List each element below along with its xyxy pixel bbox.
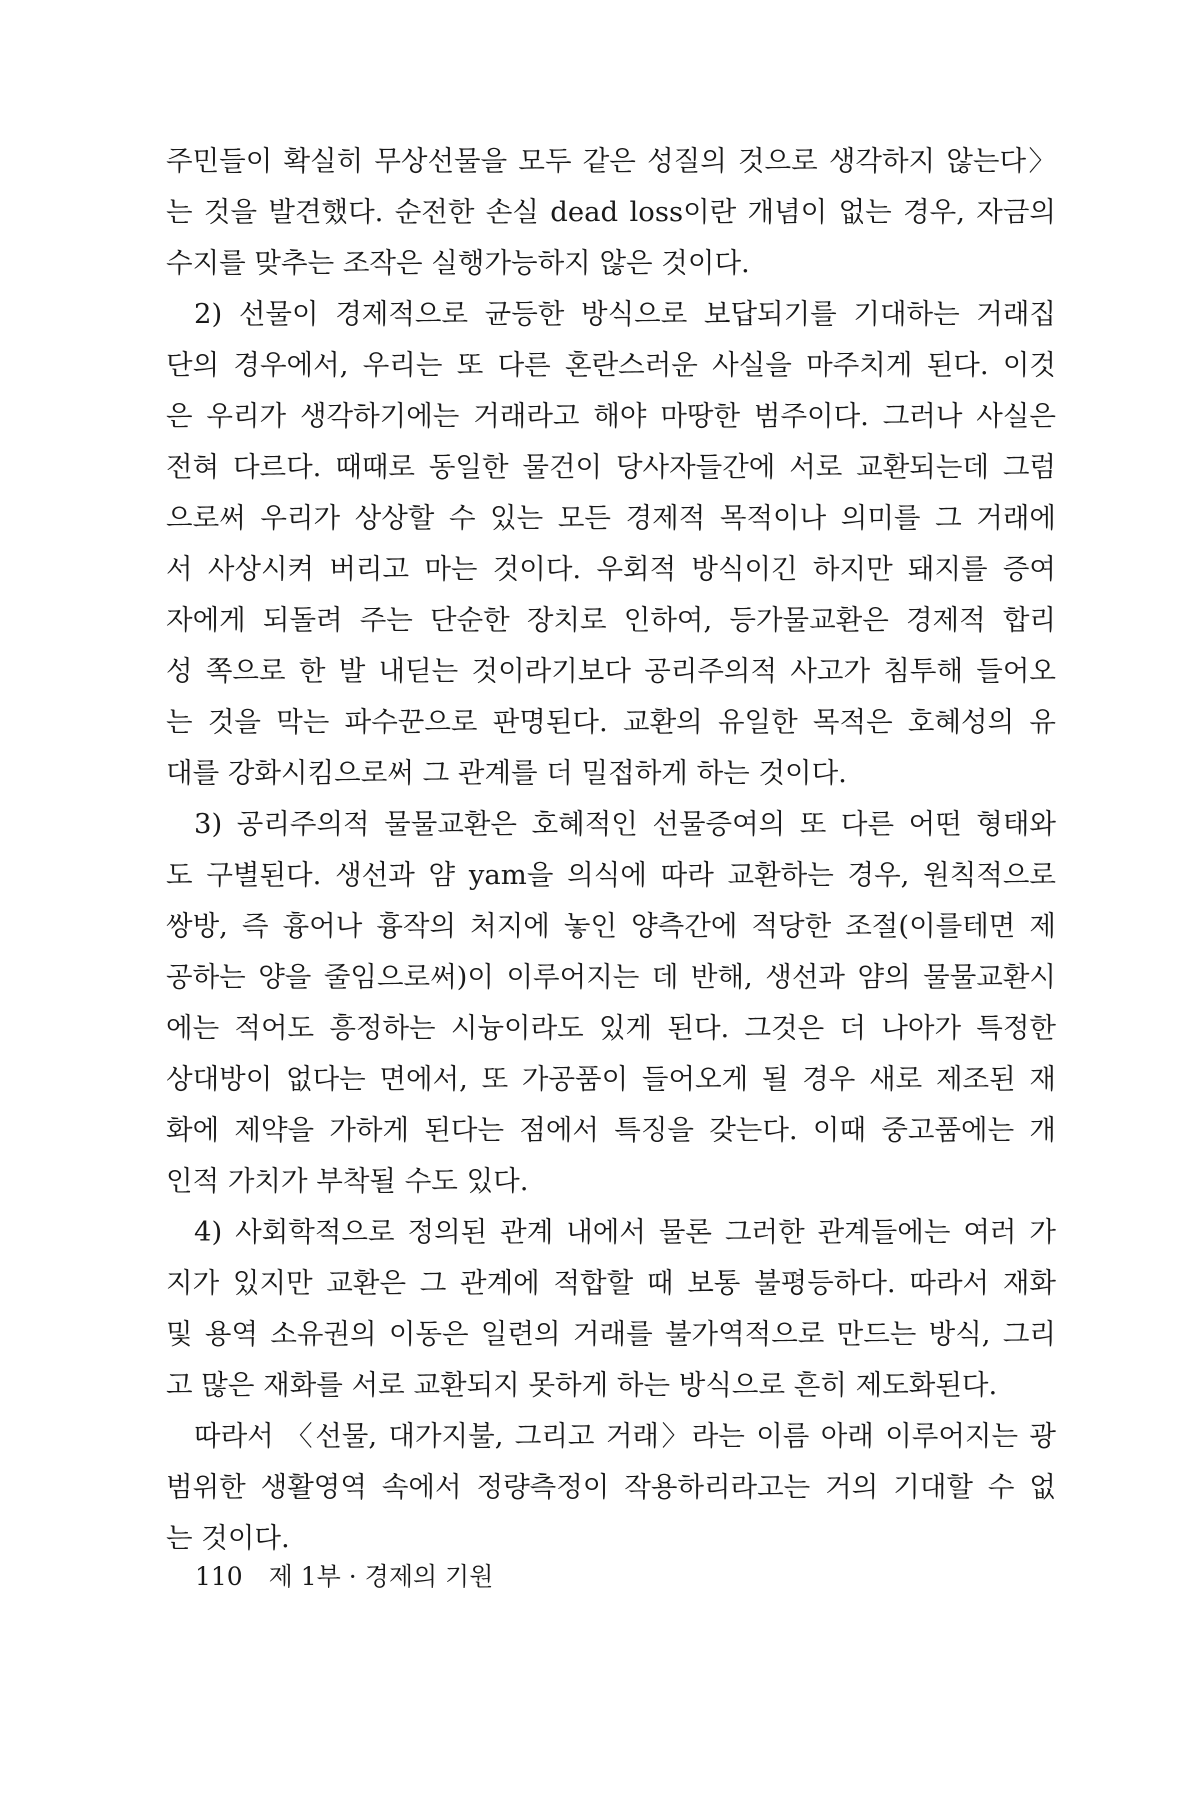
text-line: 수지를 맞추는 조작은 실행가능하지 않은 것이다.: [166, 247, 750, 279]
page-footer: [195, 1562, 493, 1592]
text-line: 대를 강화시킴으로써 그 관계를 더 밀접하게 하는 것이다.: [166, 757, 847, 789]
text-line: 에는 적어도 흥정하는 시늉이라도 있게 된다. 그것은 더 나아가 특정한: [166, 1012, 1056, 1044]
text-line: 은 우리가 생각하기에는 거래라고 해야 마땅한 범주이다. 그러나 사실은: [166, 400, 1056, 432]
text-line: 으로써 우리가 상상할 수 있는 모든 경제적 목적이나 의미를 그 거래에: [166, 502, 1056, 534]
paragraph-5-start: 따라서 〈선물, 대가지불, 그리고 거래〉라는 이름 아래 이루어지는 광: [194, 1420, 1056, 1452]
text-line: 화에 제약을 가하게 된다는 점에서 특징을 갖는다. 이때 중고품에는 개: [166, 1114, 1056, 1146]
text-line: 성 쪽으로 한 발 내딛는 것이라기보다 공리주의적 사고가 침투해 들어오: [166, 655, 1056, 687]
text-line: 쌍방, 즉 흉어나 흉작의 처지에 놓인 양측간에 적당한 조절(이를테면 제: [166, 910, 1056, 942]
text-line: 는 것이다.: [166, 1522, 290, 1554]
text-line: 상대방이 없다는 면에서, 또 가공품이 들어오게 될 경우 새로 제조된 재: [166, 1063, 1056, 1095]
text-line: 자에게 되돌려 주는 단순한 장치로 인하여, 등가물교환은 경제적 합리: [166, 604, 1056, 636]
page-number: 110: [195, 1562, 243, 1591]
text-line: 주민들이 확실히 무상선물을 모두 같은 성질의 것으로 생각하지 않는다〉: [166, 145, 1056, 177]
text-line: 는 것을 발견했다. 순전한 손실 dead loss이란 개념이 없는 경우, 자금의: [166, 196, 1056, 228]
text-line: 도 구별된다. 생선과 얌 yam을 의식에 따라 교환하는 경우, 원칙적으로: [166, 859, 1056, 891]
text-line: 는 것을 막는 파수꾼으로 판명된다. 교환의 유일한 목적은 호혜성의 유: [166, 706, 1056, 738]
text-line: 단의 경우에서, 우리는 또 다른 혼란스러운 사실을 마주치게 된다. 이것: [166, 349, 1056, 381]
paragraph-2-start: 2) 선물이 경제적으로 균등한 방식으로 보답되기를 기대하는 거래집: [194, 298, 1056, 330]
body-text: [166, 136, 1056, 1564]
text-line: 및 용역 소유권의 이동은 일련의 거래를 불가역적으로 만드는 방식, 그리: [166, 1318, 1056, 1350]
text-line: 인적 가치가 부착될 수도 있다.: [166, 1165, 529, 1197]
text-line: 범위한 생활영역 속에서 정량측정이 작용하리라고는 거의 기대할 수 없: [166, 1471, 1056, 1503]
paragraph-4-start: 4) 사회학적으로 정의된 관계 내에서 물론 그러한 관계들에는 여러 가: [194, 1216, 1056, 1248]
running-title: 제 1부 · 경제의 기원: [268, 1562, 494, 1591]
paragraph-3-start: 3) 공리주의적 물물교환은 호혜적인 선물증여의 또 다른 어떤 형태와: [194, 808, 1056, 840]
text-line: 공하는 양을 줄임으로써)이 이루어지는 데 반해, 생선과 얌의 물물교환시: [166, 961, 1056, 993]
text-line: 서 사상시켜 버리고 마는 것이다. 우회적 방식이긴 하지만 돼지를 증여: [166, 553, 1056, 585]
text-line: 고 많은 재화를 서로 교환되지 못하게 하는 방식으로 흔히 제도화된다.: [166, 1369, 998, 1401]
text-line: 전혀 다르다. 때때로 동일한 물건이 당사자들간에 서로 교환되는데 그럼: [166, 451, 1056, 483]
text-line: 지가 있지만 교환은 그 관계에 적합할 때 보통 불평등하다. 따라서 재화: [166, 1267, 1056, 1299]
